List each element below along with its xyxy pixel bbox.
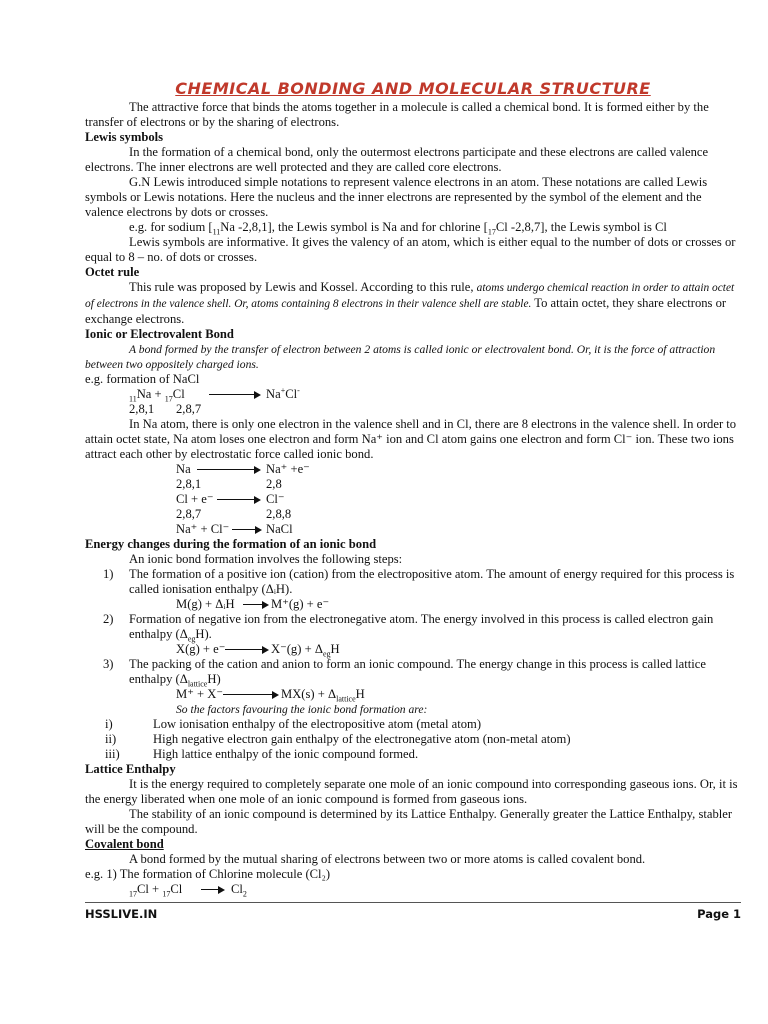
reaction-arrow-icon xyxy=(201,885,225,895)
octet-paragraph: This rule was proposed by Lewis and Kossel. According to this rule, atoms undergo chemical reaction in order to attain octet of electrons in the valence shell. Or, atoms containing 8 electrons in their valence shell are stable. To attain octet, they share electrons or exchange electrons. xyxy=(85,280,735,326)
step-row: Na Na⁺ +e⁻ xyxy=(176,462,310,476)
energy-step-2: 2) Formation of negative ion from the electronegative atom. The energy involved in this process is called electron gain enthalpy $(\Delta_{eg}H)$. xyxy=(103,612,714,644)
reaction-arrow-icon xyxy=(217,495,261,505)
lewis-paragraph-2: G.N Lewis introduced simple notations to represent valence electrons in an atom. These notations are called Lewis symbols or Lewis notations. Here the nucleus and the inner electrons are represented by the symbol of the element and the valence electrons by dots or crosses. xyxy=(85,175,708,219)
footer-site: HSSLIVE.IN xyxy=(85,907,158,921)
footer-page-number: Page 1 xyxy=(697,907,741,921)
nacl-electron-config: 2,8,1 2,8,7 xyxy=(129,402,202,416)
nacl-equation: $_{11}$Na + $_{17}$Cl Na+Cl- xyxy=(129,385,300,404)
reaction-arrow-icon xyxy=(197,465,261,475)
energy-heading: Energy changes during the formation of an ionic bond xyxy=(85,537,377,551)
energy-intro: An ionic bond formation involves the following steps: xyxy=(129,552,403,566)
ionisation-equation: M(g) + ΔᵢH M⁺(g) + e⁻ xyxy=(176,597,330,611)
octet-heading: Octet rule xyxy=(85,265,140,279)
covalent-example-label: e.g. 1) The formation of Chlorine molecule (Cl₂) xyxy=(85,867,331,881)
electron-gain-equation: X(g) + e⁻ $X^-(g) + \Delta_{eg}H$ xyxy=(176,642,340,659)
step-row: Cl + e⁻ Cl⁻ xyxy=(176,492,285,506)
page-title: CHEMICAL BONDING AND MOLECULAR STRUCTURE xyxy=(175,79,651,98)
lattice-paragraph-2: The stability of an ionic compound is determined by its Lattice Enthalpy. Generally greater the Lattice Enthalpy, stabler will be the compound. xyxy=(85,807,733,836)
factor-item: i) Low ionisation enthalpy of the electropositive atom (metal atom) xyxy=(105,717,482,731)
reaction-arrow-icon xyxy=(232,525,262,535)
ionic-heading: Ionic or Electrovalent Bond xyxy=(85,327,234,341)
reaction-arrow-icon xyxy=(243,600,269,610)
lewis-paragraph-4: Lewis symbols are informative. It gives the valency of an atom, which is either equal to the number of dots or crosses or equal to 8 – no. of dots or crosses. xyxy=(85,235,736,264)
lattice-heading: Lattice Enthalpy xyxy=(85,762,176,776)
chlorine-equation: $_{17}$Cl + $_{17}$Cl $Cl_2$ xyxy=(129,882,247,899)
reaction-arrow-icon xyxy=(223,690,279,700)
step-row: 2,8,1 2,8 xyxy=(176,477,282,491)
lattice-paragraph-1: It is the energy required to completely separate one mole of an ionic compound into corresponding gaseous ions. Or, it is the energy liberated when one mole of an ionic compound is formed from gaseous ions. xyxy=(85,777,738,806)
factors-label: So the factors favouring the ionic bond formation are: xyxy=(176,703,428,716)
factor-item: ii) High negative electron gain enthalpy of the electronegative atom (non-metal atom) xyxy=(105,732,571,746)
covalent-definition: A bond formed by the mutual sharing of electrons between two or more atoms is called covalent bond. xyxy=(129,852,646,866)
document-body xyxy=(85,78,741,897)
step-row: Na⁺ + Cl⁻ NaCl xyxy=(176,522,293,536)
step-row: 2,8,7 2,8,8 xyxy=(176,507,292,521)
energy-step-3: 3) The packing of the cation and anion to form an ionic compound. The energy change in this process is called lattice enthalpy $(\Delta_{lattice}H)$ xyxy=(103,657,706,689)
reaction-arrow-icon xyxy=(209,390,261,400)
lewis-heading: Lewis symbols xyxy=(85,130,164,144)
ionic-definition: A bond formed by the transfer of electron between 2 atoms is called ionic or electrovalent bond. Or, it is the force of attraction between two oppositely charged ions. xyxy=(85,343,716,371)
lewis-paragraph-1: In the formation of a chemical bond, only the outermost electrons participate and these electrons are called valence electrons. The inner electrons are well protected and they are called core electrons. xyxy=(85,145,709,174)
reaction-arrow-icon xyxy=(225,645,269,655)
lattice-equation: M⁺ + X⁻ $MX(s) + \Delta_{lattice}H$ xyxy=(176,687,365,704)
covalent-heading: Covalent bond xyxy=(85,837,164,851)
lewis-paragraph-3: e.g. for sodium [$_{11}Na$ -2,8,1], the Lewis symbol is Na and for chlorine [$_{17}Cl$ -2,8,7], the Lewis symbol is Cl xyxy=(129,220,667,237)
ionic-example-label: e.g. formation of NaCl xyxy=(85,372,200,386)
footer-divider xyxy=(85,902,741,903)
intro-paragraph: The attractive force that binds the atoms together in a molecule is called a chemical bond. It is formed either by the transfer of electrons or by the sharing of electrons. xyxy=(85,100,709,129)
ionic-explanation: In Na atom, there is only one electron in the valence shell and in Cl, there are 8 electrons in the valence shell. In order to attain octet state, Na atom loses one electron and form Na⁺ ion and Cl atom gains one electron and form Cl⁻ ion. These two ions attract each other by electrostatic force called ionic bond. xyxy=(85,417,737,461)
energy-step-1: 1) The formation of a positive ion (cation) from the electropositive atom. The amount of energy required for this process is called ionisation enthalpy (ΔᵢH). xyxy=(103,567,735,596)
factor-item: iii) High lattice enthalpy of the ionic compound formed. xyxy=(105,747,419,761)
